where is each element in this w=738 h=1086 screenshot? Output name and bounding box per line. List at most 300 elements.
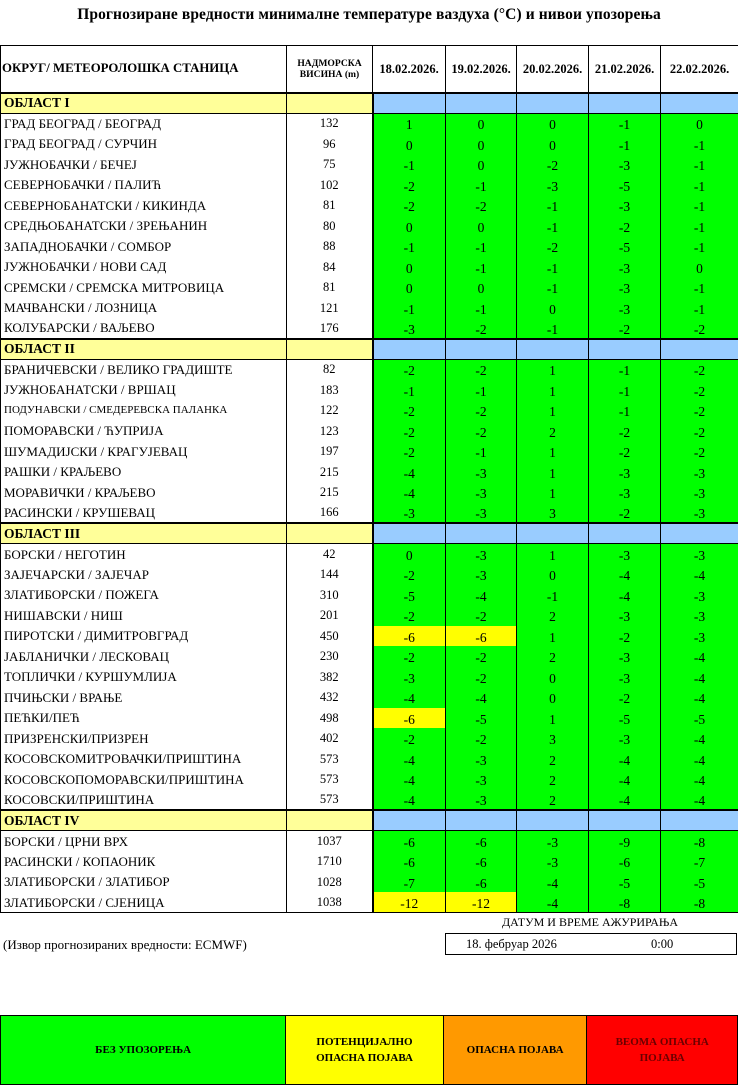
legend-no-warning: БЕЗ УПОЗОРЕЊА: [1, 1016, 286, 1084]
station-row: [1, 564, 738, 585]
temperature-cell: -5: [589, 708, 661, 729]
station-elevation: 450: [287, 626, 373, 647]
region-date-blank: [589, 339, 661, 360]
station-elevation: 215: [287, 482, 373, 503]
temperature-cell: -2: [589, 216, 661, 237]
temperature-cell: 0: [517, 687, 589, 708]
station-elevation: 197: [287, 441, 373, 462]
station-row: [1, 544, 738, 565]
station-row: [1, 851, 738, 872]
station-row: [1, 728, 738, 749]
temperature-cell: -4: [446, 687, 517, 708]
temperature-cell: -3: [517, 175, 589, 196]
station-name: ЗЛАТИБОРСКИ / ЗЛАТИБОР: [1, 872, 287, 893]
temperature-cell: -6: [446, 831, 517, 852]
station-row: [1, 195, 738, 216]
region-elev-blank: [287, 810, 373, 831]
temperature-cell: -3: [589, 195, 661, 216]
station-name: ГРАД БЕОГРАД / СУРЧИН: [1, 134, 287, 155]
region-date-blank: [373, 810, 446, 831]
temperature-cell: -2: [373, 421, 446, 442]
temperature-cell: 0: [446, 154, 517, 175]
temperature-cell: -6: [446, 851, 517, 872]
temperature-cell: -3: [661, 462, 738, 483]
temperature-cell: 1: [517, 462, 589, 483]
station-elevation: 42: [287, 544, 373, 565]
station-row: [1, 667, 738, 688]
header-date: 19.02.2026.: [446, 46, 517, 93]
temperature-cell: -1: [373, 236, 446, 257]
temperature-cell: -5: [661, 872, 738, 893]
temperature-cell: -5: [446, 708, 517, 729]
temperature-cell: -4: [661, 564, 738, 585]
temperature-cell: -4: [661, 728, 738, 749]
region-date-blank: [446, 523, 517, 544]
station-name: РАШКИ / КРАЉЕВО: [1, 462, 287, 483]
temperature-cell: -2: [661, 380, 738, 401]
station-elevation: 121: [287, 298, 373, 319]
temperature-cell: -1: [661, 298, 738, 319]
temperature-cell: -6: [446, 626, 517, 647]
temperature-cell: 0: [661, 113, 738, 134]
temperature-cell: -3: [373, 503, 446, 524]
region-date-blank: [517, 339, 589, 360]
station-name: ЗАЈЕЧАРСКИ / ЗАЈЕЧАР: [1, 564, 287, 585]
temperature-cell: -2: [373, 564, 446, 585]
temperature-cell: -4: [661, 790, 738, 811]
temperature-cell: -2: [373, 728, 446, 749]
region-date-blank: [446, 93, 517, 114]
temperature-cell: 0: [446, 113, 517, 134]
temperature-cell: -2: [517, 154, 589, 175]
temperature-cell: -2: [373, 400, 446, 421]
temperature-cell: -4: [446, 585, 517, 606]
temperature-cell: -4: [661, 646, 738, 667]
station-row: [1, 277, 738, 298]
station-name: ПИРОТСКИ / ДИМИТРОВГРАД: [1, 626, 287, 647]
temperature-cell: -4: [373, 482, 446, 503]
station-row: [1, 769, 738, 790]
temperature-cell: 0: [661, 257, 738, 278]
region-name: ОБЛАСТ III: [1, 523, 287, 544]
temperature-cell: -3: [589, 277, 661, 298]
station-name: СЕВЕРНОБАНАТСКИ / КИКИНДА: [1, 195, 287, 216]
temperature-cell: -7: [373, 872, 446, 893]
station-name: КОСОВСКИ/ПРИШТИНА: [1, 790, 287, 811]
station-elevation: 84: [287, 257, 373, 278]
temperature-cell: -2: [373, 359, 446, 380]
temperature-cell: -3: [446, 769, 517, 790]
temperature-cell: 3: [517, 728, 589, 749]
temperature-cell: -1: [446, 298, 517, 319]
station-row: [1, 154, 738, 175]
region-date-blank: [517, 93, 589, 114]
temperature-cell: 1: [517, 359, 589, 380]
station-row: [1, 359, 738, 380]
temperature-cell: -2: [589, 441, 661, 462]
station-elevation: 82: [287, 359, 373, 380]
station-elevation: 201: [287, 605, 373, 626]
station-row: [1, 134, 738, 155]
temperature-cell: 0: [373, 277, 446, 298]
station-elevation: 1037: [287, 831, 373, 852]
temperature-cell: -2: [373, 605, 446, 626]
temperature-cell: -2: [446, 359, 517, 380]
temperature-cell: 1: [517, 441, 589, 462]
station-name: ТОПЛИЧКИ / КУРШУМЛИЈА: [1, 667, 287, 688]
temperature-cell: -4: [373, 687, 446, 708]
temperature-cell: -3: [517, 831, 589, 852]
temperature-cell: 1: [517, 400, 589, 421]
temperature-cell: -2: [589, 503, 661, 524]
temperature-cell: 0: [517, 564, 589, 585]
region-name: ОБЛАСТ IV: [1, 810, 287, 831]
temperature-cell: -3: [446, 749, 517, 770]
station-name: ЗЛАТИБОРСКИ / СЈЕНИЦА: [1, 892, 287, 913]
header-elevation-line2: ВИСИНА (m): [299, 68, 360, 80]
temperature-cell: -4: [661, 667, 738, 688]
temperature-cell: -1: [661, 236, 738, 257]
region-date-blank: [661, 339, 738, 360]
station-elevation: 1028: [287, 872, 373, 893]
station-row: [1, 318, 738, 339]
region-elev-blank: [287, 93, 373, 114]
station-elevation: 573: [287, 769, 373, 790]
station-row: [1, 749, 738, 770]
station-name: ПЕЋКИ/ПЕЋ: [1, 708, 287, 729]
temperature-cell: -4: [373, 462, 446, 483]
temperature-cell: -3: [661, 605, 738, 626]
temperature-cell: -2: [446, 605, 517, 626]
temperature-cell: -3: [589, 257, 661, 278]
station-elevation: 132: [287, 113, 373, 134]
region-date-blank: [373, 93, 446, 114]
temperature-cell: -4: [589, 585, 661, 606]
station-row: [1, 441, 738, 462]
temperature-cell: -6: [373, 831, 446, 852]
update-label: ДАТУМ И ВРЕМЕ АЖУРИРАЊА: [502, 915, 678, 929]
source-note: (Извор прогнозираних вредности: ECMWF): [3, 937, 247, 952]
station-elevation: 166: [287, 503, 373, 524]
update-date: 18. фебруар 2026: [466, 937, 557, 951]
temperature-cell: -5: [589, 872, 661, 893]
update-box: [445, 933, 737, 955]
station-row: [1, 626, 738, 647]
station-elevation: 573: [287, 749, 373, 770]
temperature-cell: 0: [517, 134, 589, 155]
region-date-blank: [517, 810, 589, 831]
temperature-cell: 2: [517, 605, 589, 626]
station-name: ШУМАДИЈСКИ / КРАГУЈЕВАЦ: [1, 441, 287, 462]
temperature-cell: -3: [446, 482, 517, 503]
temperature-cell: -5: [589, 236, 661, 257]
temperature-cell: -4: [589, 749, 661, 770]
station-elevation: 88: [287, 236, 373, 257]
temperature-cell: -2: [589, 687, 661, 708]
temperature-cell: 2: [517, 790, 589, 811]
temperature-cell: -6: [446, 872, 517, 893]
temperature-cell: 1: [517, 708, 589, 729]
region-date-blank: [373, 339, 446, 360]
temperature-cell: -1: [589, 134, 661, 155]
temperature-cell: -2: [517, 236, 589, 257]
station-elevation: 382: [287, 667, 373, 688]
temperature-cell: 1: [517, 380, 589, 401]
temperature-cell: -6: [373, 626, 446, 647]
region-row: [1, 523, 738, 544]
station-elevation: 123: [287, 421, 373, 442]
temperature-cell: -2: [373, 175, 446, 196]
temperature-cell: 0: [446, 134, 517, 155]
station-row: [1, 708, 738, 729]
station-name: ПЧИЊСКИ / ВРАЊЕ: [1, 687, 287, 708]
temperature-cell: -3: [661, 544, 738, 565]
temperature-cell: 0: [517, 667, 589, 688]
station-row: [1, 646, 738, 667]
page-title: Прогнозиране вредности минималне температуре ваздуха (°C) и нивои упозорења: [77, 6, 661, 23]
temperature-cell: -1: [446, 175, 517, 196]
temperature-cell: -3: [446, 544, 517, 565]
temperature-cell: -2: [446, 667, 517, 688]
header-elevation: [287, 46, 373, 93]
station-name: ПРИЗРЕНСКИ/ПРИЗРЕН: [1, 728, 287, 749]
temperature-cell: -1: [589, 400, 661, 421]
station-name: СРЕДЊОБАНАТСКИ / ЗРЕЊАНИН: [1, 216, 287, 237]
station-name: МОРАВИЧКИ / КРАЉЕВО: [1, 482, 287, 503]
station-name: ЗАПАДНОБАЧКИ / СОМБОР: [1, 236, 287, 257]
station-name: ЈУЖНОБАЧКИ / НОВИ САД: [1, 257, 287, 278]
temperature-cell: 0: [373, 544, 446, 565]
region-name: ОБЛАСТ I: [1, 93, 287, 114]
temperature-cell: -2: [446, 421, 517, 442]
station-row: [1, 872, 738, 893]
station-row: [1, 216, 738, 237]
temperature-cell: -1: [661, 195, 738, 216]
station-elevation: 310: [287, 585, 373, 606]
station-name: ЈАБЛАНИЧКИ / ЛЕСКОВАЦ: [1, 646, 287, 667]
header-date: 21.02.2026.: [589, 46, 661, 93]
station-row: [1, 462, 738, 483]
temperature-cell: -3: [589, 667, 661, 688]
temperature-cell: -5: [589, 175, 661, 196]
station-elevation: 176: [287, 318, 373, 339]
temperature-cell: -1: [373, 154, 446, 175]
temperature-cell: -5: [661, 708, 738, 729]
region-date-blank: [589, 810, 661, 831]
temperature-cell: -2: [446, 728, 517, 749]
station-name: БОРСКИ / ЦРНИ ВРХ: [1, 831, 287, 852]
region-date-blank: [446, 810, 517, 831]
temperature-cell: -2: [446, 318, 517, 339]
temperature-cell: -8: [661, 892, 738, 913]
station-row: [1, 400, 738, 421]
temperature-cell: -2: [661, 441, 738, 462]
temperature-cell: 1: [517, 626, 589, 647]
station-elevation: 80: [287, 216, 373, 237]
temperature-cell: -7: [661, 851, 738, 872]
temperature-cell: -2: [661, 359, 738, 380]
station-name: РАСИНСКИ / КРУШЕВАЦ: [1, 503, 287, 524]
temperature-cell: -2: [661, 400, 738, 421]
temperature-cell: -1: [589, 380, 661, 401]
table-header: [1, 46, 738, 93]
temperature-cell: 1: [517, 482, 589, 503]
temperature-cell: -3: [589, 298, 661, 319]
temperature-cell: -4: [517, 872, 589, 893]
region-date-blank: [517, 523, 589, 544]
station-elevation: 1038: [287, 892, 373, 913]
temperature-cell: -1: [517, 277, 589, 298]
temperature-cell: -1: [661, 216, 738, 237]
temperature-cell: -3: [446, 564, 517, 585]
temperature-cell: -3: [517, 851, 589, 872]
temperature-cell: -3: [661, 482, 738, 503]
temperature-cell: -3: [589, 154, 661, 175]
station-name: КОЛУБАРСКИ / ВАЉЕВО: [1, 318, 287, 339]
temperature-cell: -2: [446, 646, 517, 667]
station-row: [1, 605, 738, 626]
temperature-cell: -2: [373, 646, 446, 667]
header-date: 20.02.2026.: [517, 46, 589, 93]
temperature-cell: 0: [373, 216, 446, 237]
temperature-cell: 0: [517, 298, 589, 319]
header-date: 18.02.2026.: [373, 46, 446, 93]
temperature-cell: -3: [589, 605, 661, 626]
temperature-cell: -3: [661, 626, 738, 647]
temperature-cell: -4: [373, 749, 446, 770]
temperature-cell: -3: [446, 790, 517, 811]
temperature-cell: -3: [373, 318, 446, 339]
station-elevation: 432: [287, 687, 373, 708]
temperature-cell: -1: [661, 134, 738, 155]
region-date-blank: [373, 523, 446, 544]
update-time: 0:00: [651, 937, 674, 951]
temperature-cell: -2: [661, 318, 738, 339]
temperature-cell: -1: [589, 359, 661, 380]
temperature-cell: -12: [373, 892, 446, 913]
station-elevation: 102: [287, 175, 373, 196]
station-name: НИШАВСКИ / НИШ: [1, 605, 287, 626]
temperature-cell: 2: [517, 421, 589, 442]
region-date-blank: [589, 93, 661, 114]
temperature-cell: -2: [589, 318, 661, 339]
temperature-cell: 0: [517, 113, 589, 134]
station-row: [1, 503, 738, 524]
temperature-cell: 0: [446, 277, 517, 298]
legend: [0, 1015, 738, 1085]
station-name: ПОДУНАВСКИ / СМЕДЕРЕВСКА ПАЛАНКА: [1, 400, 287, 421]
station-name: БРАНИЧЕВСКИ / ВЕЛИКО ГРАДИШТЕ: [1, 359, 287, 380]
station-row: [1, 482, 738, 503]
region-elev-blank: [287, 523, 373, 544]
station-name: ЗЛАТИБОРСКИ / ПОЖЕГА: [1, 585, 287, 606]
temperature-cell: -3: [373, 667, 446, 688]
temperature-cell: -2: [589, 626, 661, 647]
temperature-cell: -4: [661, 687, 738, 708]
temperature-cell: 2: [517, 769, 589, 790]
legend-dangerous: ОПАСНА ПОЈАВА: [444, 1016, 588, 1084]
header-date: 22.02.2026.: [661, 46, 738, 93]
temperature-cell: -2: [373, 441, 446, 462]
station-elevation: 498: [287, 708, 373, 729]
station-elevation: 215: [287, 462, 373, 483]
station-name: СЕВЕРНОБАЧКИ / ПАЛИЋ: [1, 175, 287, 196]
temperature-cell: -3: [589, 544, 661, 565]
station-elevation: 402: [287, 728, 373, 749]
station-name: ЈУЖНОБАЧКИ / БЕЧЕЈ: [1, 154, 287, 175]
region-date-blank: [446, 339, 517, 360]
station-row: [1, 236, 738, 257]
temperature-cell: 2: [517, 749, 589, 770]
region-date-blank: [661, 810, 738, 831]
temperature-cell: -3: [589, 646, 661, 667]
station-elevation: 1710: [287, 851, 373, 872]
station-elevation: 183: [287, 380, 373, 401]
temperature-cell: -4: [373, 769, 446, 790]
station-elevation: 81: [287, 195, 373, 216]
temperature-cell: -1: [373, 380, 446, 401]
region-row: [1, 810, 738, 831]
temperature-cell: -2: [446, 400, 517, 421]
temperature-cell: -1: [446, 441, 517, 462]
temperature-cell: -6: [373, 708, 446, 729]
temperature-cell: -4: [373, 790, 446, 811]
temperature-cell: 0: [373, 257, 446, 278]
temperature-cell: -4: [661, 769, 738, 790]
temperature-cell: -8: [589, 892, 661, 913]
station-name: КОСОВСКОПОМОРАВСКИ/ПРИШТИНА: [1, 769, 287, 790]
temperature-cell: -1: [373, 298, 446, 319]
temperature-cell: -2: [661, 421, 738, 442]
region-elev-blank: [287, 339, 373, 360]
temperature-cell: -5: [373, 585, 446, 606]
temperature-cell: -1: [517, 257, 589, 278]
temperature-cell: 0: [446, 216, 517, 237]
station-elevation: 96: [287, 134, 373, 155]
temperature-cell: -1: [661, 175, 738, 196]
temperature-cell: -12: [446, 892, 517, 913]
station-elevation: 81: [287, 277, 373, 298]
station-row: [1, 687, 738, 708]
region-row: [1, 93, 738, 114]
legend-potentially-dangerous: ПОТЕНЦИЈАЛНО ОПАСНА ПОЈАВА: [286, 1016, 444, 1084]
temperature-cell: -1: [589, 113, 661, 134]
temperature-cell: -1: [446, 257, 517, 278]
station-name: ЈУЖНОБАНАТСКИ / ВРШАЦ: [1, 380, 287, 401]
temperature-cell: -1: [517, 216, 589, 237]
region-date-blank: [589, 523, 661, 544]
temperature-cell: 0: [373, 134, 446, 155]
temperature-cell: -3: [661, 503, 738, 524]
station-elevation: 75: [287, 154, 373, 175]
station-elevation: 573: [287, 790, 373, 811]
legend-very-dangerous: ВЕОМА ОПАСНА ПОЈАВА: [587, 1016, 737, 1084]
station-row: [1, 298, 738, 319]
station-name: КОСОВСКОМИТРОВАЧКИ/ПРИШТИНА: [1, 749, 287, 770]
temperature-cell: 2: [517, 646, 589, 667]
region-row: [1, 339, 738, 360]
temperature-cell: -1: [517, 318, 589, 339]
temperature-cell: -4: [589, 769, 661, 790]
temperature-cell: -1: [661, 154, 738, 175]
station-row: [1, 257, 738, 278]
temperature-cell: 1: [373, 113, 446, 134]
station-row: [1, 892, 738, 913]
temperature-cell: -1: [446, 236, 517, 257]
temperature-cell: -3: [589, 728, 661, 749]
temperature-cell: -3: [446, 503, 517, 524]
temperature-cell: -6: [589, 851, 661, 872]
